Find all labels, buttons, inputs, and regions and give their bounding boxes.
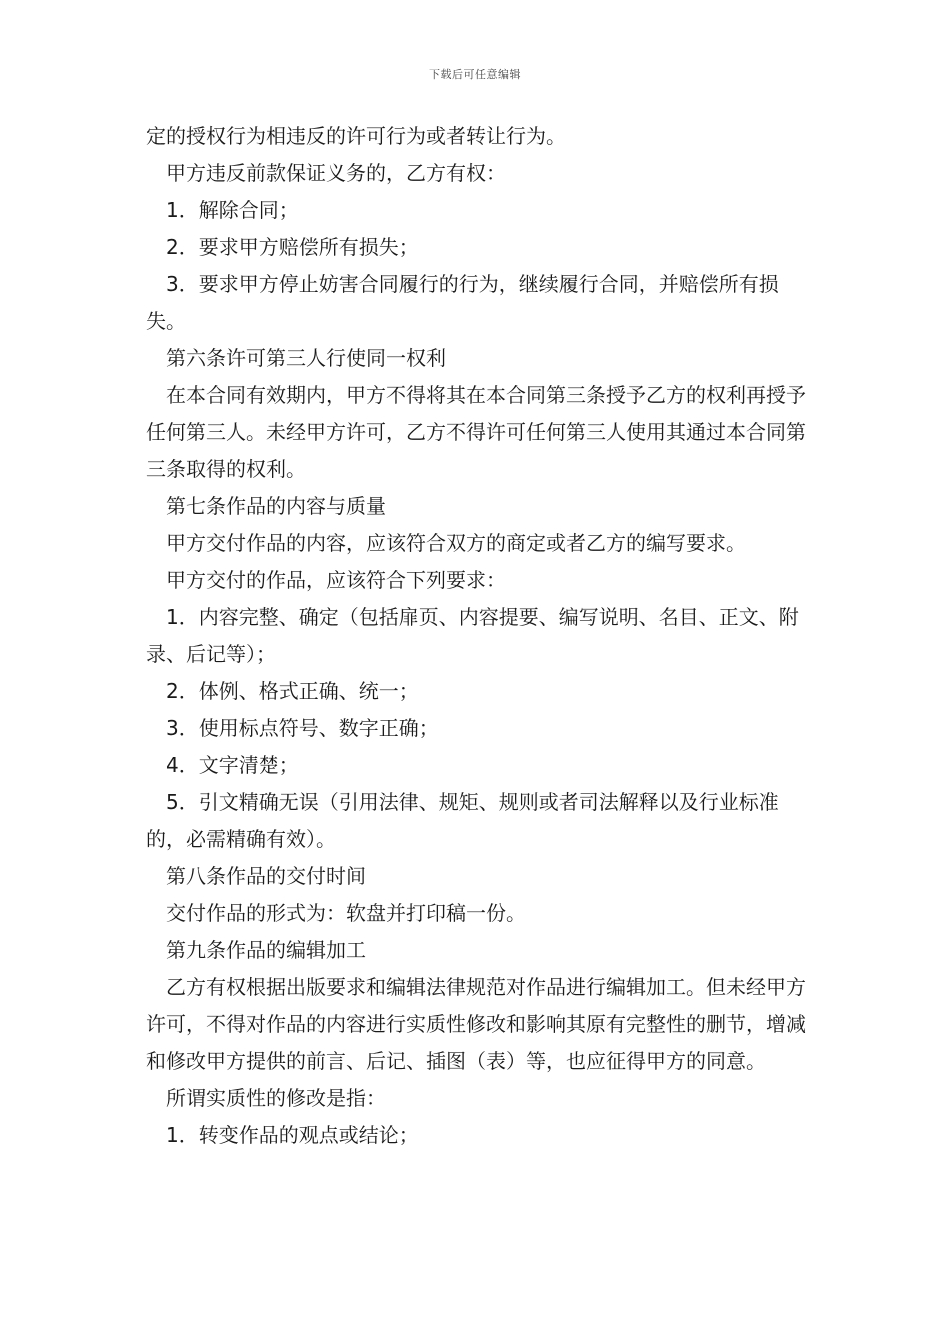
- page-header-note: 下载后可任意编辑: [429, 68, 521, 81]
- section-heading: 第七条作品的内容与质量: [166, 494, 386, 518]
- paragraph: 乙方有权根据出版要求和编辑法律规范对作品进行编辑加工。但未经甲方许可，不得对作品的内容进行实质性修改和影响其原有完整性的删节，增减和修改甲方提供的前言、后记、插图（表）等，也应征得甲方的同意。: [146, 975, 806, 1073]
- list-item: 2．体例、格式正确、统一；: [166, 679, 419, 703]
- section-heading: 第八条作品的交付时间: [166, 864, 366, 888]
- paragraph: 定的授权行为相违反的许可行为或者转让行为。: [146, 124, 566, 148]
- paragraph: 在本合同有效期内，甲方不得将其在本合同第三条授予乙方的权利再授予任何第三人。未经甲方许可，乙方不得许可任何第三人使用其通过本合同第三条取得的权利。: [146, 383, 806, 481]
- section-heading: 第九条作品的编辑加工: [166, 938, 366, 962]
- list-item: 5．引文精确无误（引用法律、规矩、规则或者司法解释以及行业标准的，必需精确有效）。: [146, 790, 779, 851]
- paragraph: 甲方交付的作品，应该符合下列要求：: [166, 568, 506, 592]
- list-item: 1．转变作品的观点或结论；: [166, 1123, 419, 1147]
- paragraph: 甲方违反前款保证义务的，乙方有权：: [166, 161, 506, 185]
- paragraph: 甲方交付作品的内容，应该符合双方的商定或者乙方的编写要求。: [166, 531, 746, 555]
- document-body: [146, 118, 806, 1154]
- section-heading: 第六条许可第三人行使同一权利: [166, 346, 446, 370]
- list-item: 3．要求甲方停止妨害合同履行的行为，继续履行合同，并赔偿所有损失。: [146, 272, 779, 333]
- list-item: 1．内容完整、确定（包括扉页、内容提要、编写说明、名目、正文、附录、后记等）；: [146, 605, 799, 666]
- list-item: 1．解除合同；: [166, 198, 299, 222]
- list-item: 4．文字清楚；: [166, 753, 299, 777]
- list-item: 3．使用标点符号、数字正确；: [166, 716, 439, 740]
- list-item: 2．要求甲方赔偿所有损失；: [166, 235, 419, 259]
- paragraph: 所谓实质性的修改是指：: [166, 1086, 386, 1110]
- paragraph: 交付作品的形式为：软盘并打印稿一份。: [166, 901, 526, 925]
